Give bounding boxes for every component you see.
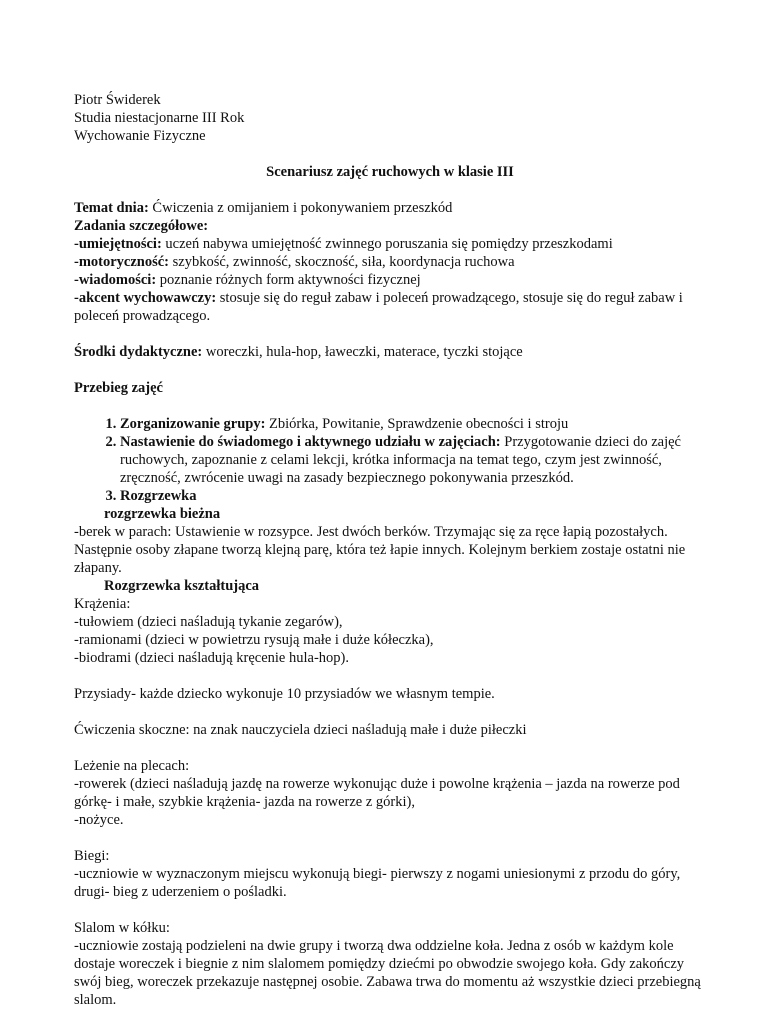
task-knowledge: -wiadomości: poznanie różnych form aktywności fizycznej [74, 272, 421, 288]
topic-label: Temat dnia: [74, 200, 149, 216]
task-educational: -akcent wychowawczy: stosuje się do reguł zabaw i poleceń prowadzącego, stosuje się do reguł zabaw i poleceń prowadzącego. [74, 290, 683, 324]
list-item: 1. Zorganizowanie grupy: Zbiórka, Powitanie, Sprawdzenie obecności i stroju [120, 415, 706, 433]
runs-text: -uczniowie w wyznaczonym miejscu wykonują biegi- pierwszy z nogami uniesionymi z przodu do góry, drugi- bieg z uderzeniem o pośladki. [74, 866, 681, 900]
tasks-heading: Zadania szczegółowe: [74, 218, 209, 234]
author-name: Piotr Świderek [74, 92, 161, 108]
course-steps-list [74, 415, 706, 505]
lying-label: Leżenie na plecach: [74, 758, 190, 774]
shaping-warmup-heading: Rozgrzewka kształtująca [104, 578, 260, 594]
squats-text: Przysiady- każde dziecko wykonuje 10 przysiadów we własnym tempie. [74, 686, 495, 702]
list-item: -biodrami (dzieci naśladują kręcenie hula-hop). [74, 650, 349, 666]
list-item: 2. Nastawienie do świadomego i aktywnego udziału w zajęciach: Przygotowanie dzieci do zajęć ruchowych, zapoznanie z celami lekcji, krótka informacja na temat tego, czym jest zwinność, zręczność, zwrócenie uwagi na zasady bezpiecznego pokonywania przeszkód. [120, 433, 706, 487]
list-item: 3. Rozgrzewka [120, 487, 706, 505]
list-item: -ramionami (dzieci w powietrzu rysują małe i duże kółeczka), [74, 632, 434, 648]
circles-label: Krążenia: [74, 596, 131, 612]
topic-line [74, 199, 706, 217]
slalom-text: -uczniowie zostają podzieleni na dwie grupy i tworzą dwa oddzielne koła. Jedna z osób w każdym kole dostaje woreczek i biegnie z nim slalomem pomiędzy dziećmi po obwodzie swojego koła. Gdy zakończy swój bieg, woreczek przekazuje następnej osobie. Zabawa trwa do momentu aż wszystkie dzieci przebiegną slalom. [74, 938, 701, 1008]
task-motor: -motoryczność: szybkość, zwinność, skoczność, siła, koordynacja ruchowa [74, 254, 515, 270]
task-skills: -umiejętności: uczeń nabywa umiejętność zwinnego poruszania się pomiędzy przeszkodami [74, 236, 613, 252]
studies-line: Studia niestacjonarne III Rok [74, 110, 245, 126]
list-item: -tułowiem (dzieci naśladują tykanie zegarów), [74, 614, 343, 630]
faculty-line: Wychowanie Fizyczne [74, 128, 206, 144]
teaching-means: Środki dydaktyczne: woreczki, hula-hop, ławeczki, materace, tyczki stojące [74, 344, 523, 360]
list-item: -nożyce. [74, 812, 124, 828]
runs-label: Biegi: [74, 848, 110, 864]
jumps-text: Ćwiczenia skoczne: na znak nauczyciela dzieci naśladują małe i duże piłeczki [74, 722, 527, 738]
running-warmup-heading: rozgrzewka bieżna [104, 506, 221, 522]
list-item: -rowerek (dzieci naśladują jazdę na rowerze wykonując duże i powolne krążenia – jazda na rowerze pod górkę- i małe, szybkie krążenia- jazda na rowerze z górki), [74, 776, 680, 810]
slalom-label: Slalom w kółku: [74, 920, 170, 936]
topic-value: Ćwiczenia z omijaniem i pokonywaniem przeszkód [148, 200, 453, 216]
document-title: Scenariusz zajęć ruchowych w klasie III [266, 164, 514, 180]
running-warmup-text: -berek w parach: Ustawienie w rozsypce. Jest dwóch berków. Trzymając się za ręce łapią pozostałych. Następnie osoby złapane tworzą klejną parę, która też łapie innych. Kolejnym berkiem zostaje ostatni nie złapany. [74, 524, 686, 576]
course-heading: Przebieg zajęć [74, 380, 163, 396]
